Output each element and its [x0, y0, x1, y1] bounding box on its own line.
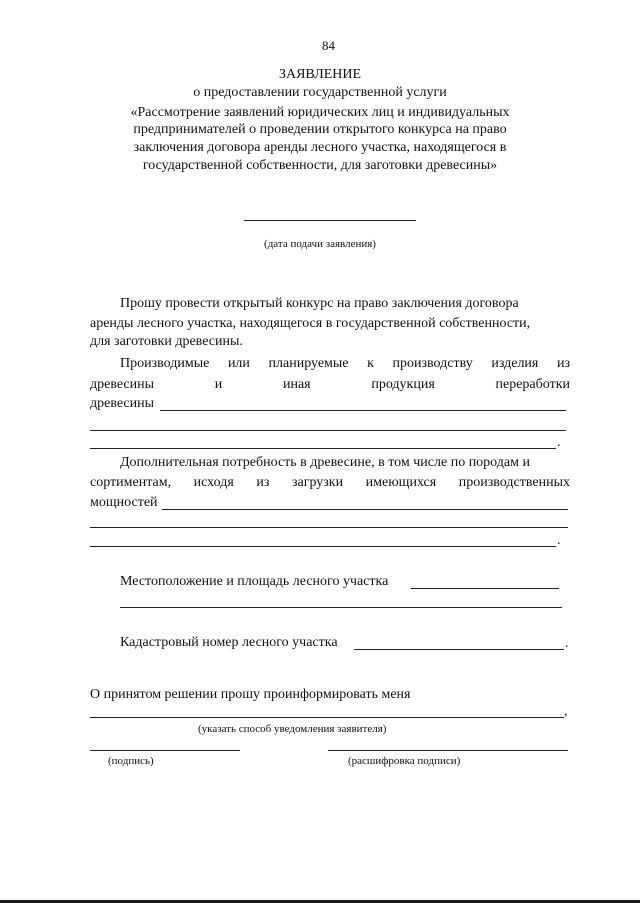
- products-field-line-1[interactable]: [160, 410, 566, 411]
- header-line-2: «Рассмотрение заявлений юридических лиц и индивидуальных: [130, 105, 510, 120]
- notify-field-line[interactable]: [90, 717, 564, 718]
- products-line-1: [120, 357, 570, 371]
- word: имеющихся: [365, 475, 437, 490]
- products-end-mark: .: [557, 435, 561, 450]
- demand-line-1: Дополнительная потребность в древесине, в том числе по породам и: [120, 455, 530, 470]
- word: иная: [282, 377, 311, 392]
- word: к: [367, 356, 374, 371]
- word: сортиментам,: [90, 475, 172, 490]
- page-number: 84: [322, 38, 335, 53]
- word: производству: [392, 356, 473, 371]
- cadastral-end-mark: .: [565, 636, 569, 651]
- signature-line[interactable]: [90, 750, 240, 751]
- products-field-line-2[interactable]: [90, 430, 566, 431]
- word: переработки: [495, 377, 570, 392]
- header-line-1: о предоставлении государственной услуги: [193, 85, 447, 100]
- notify-label: О принятом решении прошу проинформировать меня: [90, 687, 411, 702]
- word: загрузки: [291, 475, 344, 490]
- date-caption: (дата подачи заявления): [264, 238, 376, 250]
- location-field-line-2[interactable]: [120, 607, 562, 608]
- header-line-3: предпринимателей о проведении открытого конкурса на право: [133, 122, 507, 137]
- signature-transcript-caption: (расшифровка подписи): [348, 755, 461, 767]
- products-line-2: [90, 378, 570, 392]
- location-label: Местоположение и площадь лесного участка: [120, 574, 389, 589]
- header-line-4: заключения договора аренды лесного участка, находящегося в: [133, 140, 507, 155]
- word: из: [556, 356, 570, 371]
- word: изделия: [491, 356, 539, 371]
- demand-lead: мощностей: [90, 495, 158, 510]
- products-lead: древесины: [90, 396, 155, 411]
- word: или: [227, 356, 250, 371]
- signature-caption: (подпись): [108, 755, 154, 767]
- demand-field-line-3[interactable]: [90, 546, 556, 547]
- demand-field-line-1[interactable]: [162, 509, 568, 510]
- signature-transcript-line[interactable]: [328, 750, 568, 751]
- word: древесины: [90, 377, 155, 392]
- request-line-1: Прошу провести открытый конкурс на право заключения договора: [120, 296, 519, 311]
- demand-line-2: [90, 476, 570, 490]
- date-field-line[interactable]: [244, 220, 416, 221]
- demand-field-line-2[interactable]: [90, 527, 568, 528]
- header-line-5: государственной собственности, для заготовки древесины»: [142, 158, 498, 173]
- notify-caption: (указать способ уведомления заявителя): [198, 723, 387, 735]
- word: Производимые: [120, 356, 210, 371]
- word: продукция: [371, 377, 435, 392]
- products-field-line-3[interactable]: [90, 448, 556, 449]
- request-line-3: для заготовки древесины.: [90, 334, 243, 349]
- cadastral-label: Кадастровый номер лесного участка: [120, 635, 338, 650]
- location-field-line-1[interactable]: [411, 588, 559, 589]
- word: из: [256, 475, 270, 490]
- scan-bottom-edge: [0, 900, 640, 903]
- document-title: ЗАЯВЛЕНИЕ: [278, 67, 362, 82]
- cadastral-field-line[interactable]: [354, 649, 564, 650]
- notify-end-mark: ,: [564, 704, 568, 719]
- demand-end-mark: .: [557, 533, 561, 548]
- word: производственных: [458, 475, 570, 490]
- word: планируемые: [268, 356, 349, 371]
- word: и: [214, 377, 223, 392]
- word: исходя: [193, 475, 234, 490]
- request-line-2: аренды лесного участка, находящегося в государственной собственности,: [90, 316, 531, 331]
